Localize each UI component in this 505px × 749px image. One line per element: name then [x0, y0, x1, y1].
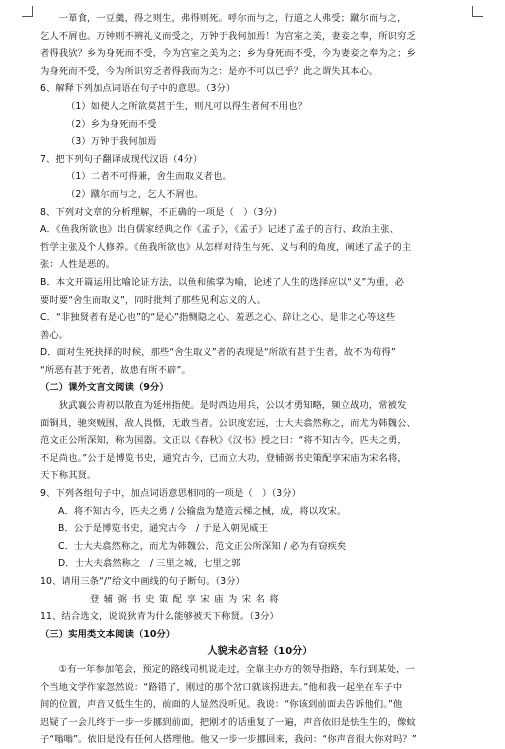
option-b-cont: 要时要“舍生而取义”，同时批判了那些见利忘义的人。 [40, 294, 266, 306]
passage-line: 一箪食，一豆羹，得之则生，弗得则死。呼尔而与之，行道之人弗受；蹴尔而与之， [40, 13, 407, 24]
question-11: 11、结合选文，说说狄青为什么能够被天下称贤。（3分） [40, 611, 279, 623]
passage-2-line: 范文正公所深知，称为国器。文正以《春秋》《汉书》授之曰：“将不知古今，匹夫之勇， [40, 435, 407, 447]
article-line: 迟疑了一会儿终于一步一步挪到前面，把刚才的话重复了一遍，声音依旧是怯生生的，像蚊 [40, 716, 416, 728]
article-line: 子“嗡嗡”。依旧是没有任何人搭理他。他又一步一步挪回来，我问：“你声音很大你对吗？” [40, 734, 417, 746]
article-line: 个当地文学作家忽然说：“路错了，刚过的那个岔口就该拐进去。”他和我一起坐在车子中 [40, 681, 403, 693]
question-10: 10、请用三条“/”给文中画线的句子断句。（3分） [40, 576, 246, 587]
passage-2-line: 面铜具，驰突贼围，敌人畏慑，无敢当者。公识度宏远，士大夫翕然称之，而尤为韩魏公、 [40, 417, 416, 429]
question-9-option-b: B．公于是博览书史，通究古今 / 于是入朝见威王 [58, 523, 269, 535]
question-9-option-c: C．士大夫翕然称之，而尤为韩魏公、范文正公所深知 / 必为有窃疾矣 [58, 540, 347, 552]
question-9-option-a: A．将不知古今，匹夫之勇 / 公输盘为楚造云梯之械，成，将以攻宋。 [58, 505, 347, 517]
question-9: 9、下列各组句子中，加点词语意思相同的一项是（ ）（3分） [40, 488, 302, 500]
option-c: C．“非独贤者有是心也”的“是心”指恻隐之心、羞恶之心、辞让之心、是非之心等这些 [40, 312, 396, 324]
question-9-option-d: D．士大夫翕然称之 / 三里之城，七里之郭 [58, 558, 241, 570]
article-line: ①有一年参加笔会，预定的路线司机说走过，全靠主办方的领导指路，车行到某处，一 [40, 663, 415, 675]
question-7-item: （1）二者不可得兼，舍生而取义者也。 [66, 171, 232, 183]
passage-line: 为身死而不受，今为所识穷乏者得我而为之：是亦不可以已乎？此之谓失其本心。 [40, 65, 379, 77]
question-6-item: （3）万钟于我何加焉 [66, 136, 157, 148]
crop-mark-top-left [22, 6, 33, 17]
question-10-sentence: 登辅弼书史策配享宋庙为宋名将 [90, 593, 284, 605]
option-b: B．本文开篇运用比喻论证方法，以鱼和熊掌为喻，论述了人生的选择应以“义”为重，必 [40, 276, 404, 288]
page-content [40, 10, 480, 749]
option-a-cont: 哲学主张及个人修养。《鱼我所欲也》从怎样对待生与死、义与利的角度，阐述了孟子的主 [40, 241, 412, 253]
question-8: 8、下列对文章的分析理解，不正确的一项是（ ）（3分） [40, 206, 283, 218]
passage-2-line: 天下称其贤。 [40, 470, 97, 482]
question-6-item: （2）乡为身死而不受 [66, 118, 157, 130]
option-c-cont: 善心。 [40, 329, 69, 341]
option-a: A．《鱼我所欲也》出自儒家经典之作《孟子》，《孟子》记述了孟子的言行、政治主张、 [40, 224, 399, 236]
question-6-item: （1）如使人之所欲莫甚于生，则凡可以得生者何不用也？ [66, 100, 307, 112]
passage-2-line: 狄武襄公青初以散直为延州指使。是时西边用兵，公以才勇知略，频立战功，常被发 [40, 400, 407, 412]
question-7: 7、把下列句子翻译成现代汉语（4分） [40, 153, 203, 165]
passage-line: 乞人不屑也。万钟则不辨礼义而受之，万钟于我何加焉！为宫室之美，妻妾之奉，所识穷乏 [40, 30, 416, 42]
option-a-cont: 张：人性是恶的。 [40, 259, 116, 271]
question-6: 6、解释下列加点词语在句子中的意思。（3分） [40, 83, 236, 95]
section-heading-3: （三）实用类文本阅读（10分） [40, 628, 176, 640]
passage-2-line: 不足尚也。”公于是博览书史，通究古今，已而立大功，登辅弼书史策配享宋庙为宋名将， [40, 452, 407, 464]
option-d-cont: “所恶有甚于死者，故患有所不辟”。 [40, 364, 191, 376]
article-title: 人貌未必言轻（10分） [207, 646, 313, 658]
article-line: 间的位置，声音又低生生的，前面的人显然没听见。我说：“你该到前面去告诉他们。”他 [40, 699, 403, 711]
passage-line: 者得我欤？乡为身死而不受，今为宫室之美为之；乡为身死而不受，今为妻妾之奉为之；乡 [40, 48, 416, 60]
option-d: D．面对生死抉择的时候，那些“舍生取义”者的表现是“所欲有甚于生者，故不为苟得” [40, 347, 396, 359]
question-7-item: （2）蹴尔而与之，乞人不屑也。 [66, 188, 204, 200]
section-heading-2: （二）课外文言文阅读（9分） [40, 382, 169, 394]
